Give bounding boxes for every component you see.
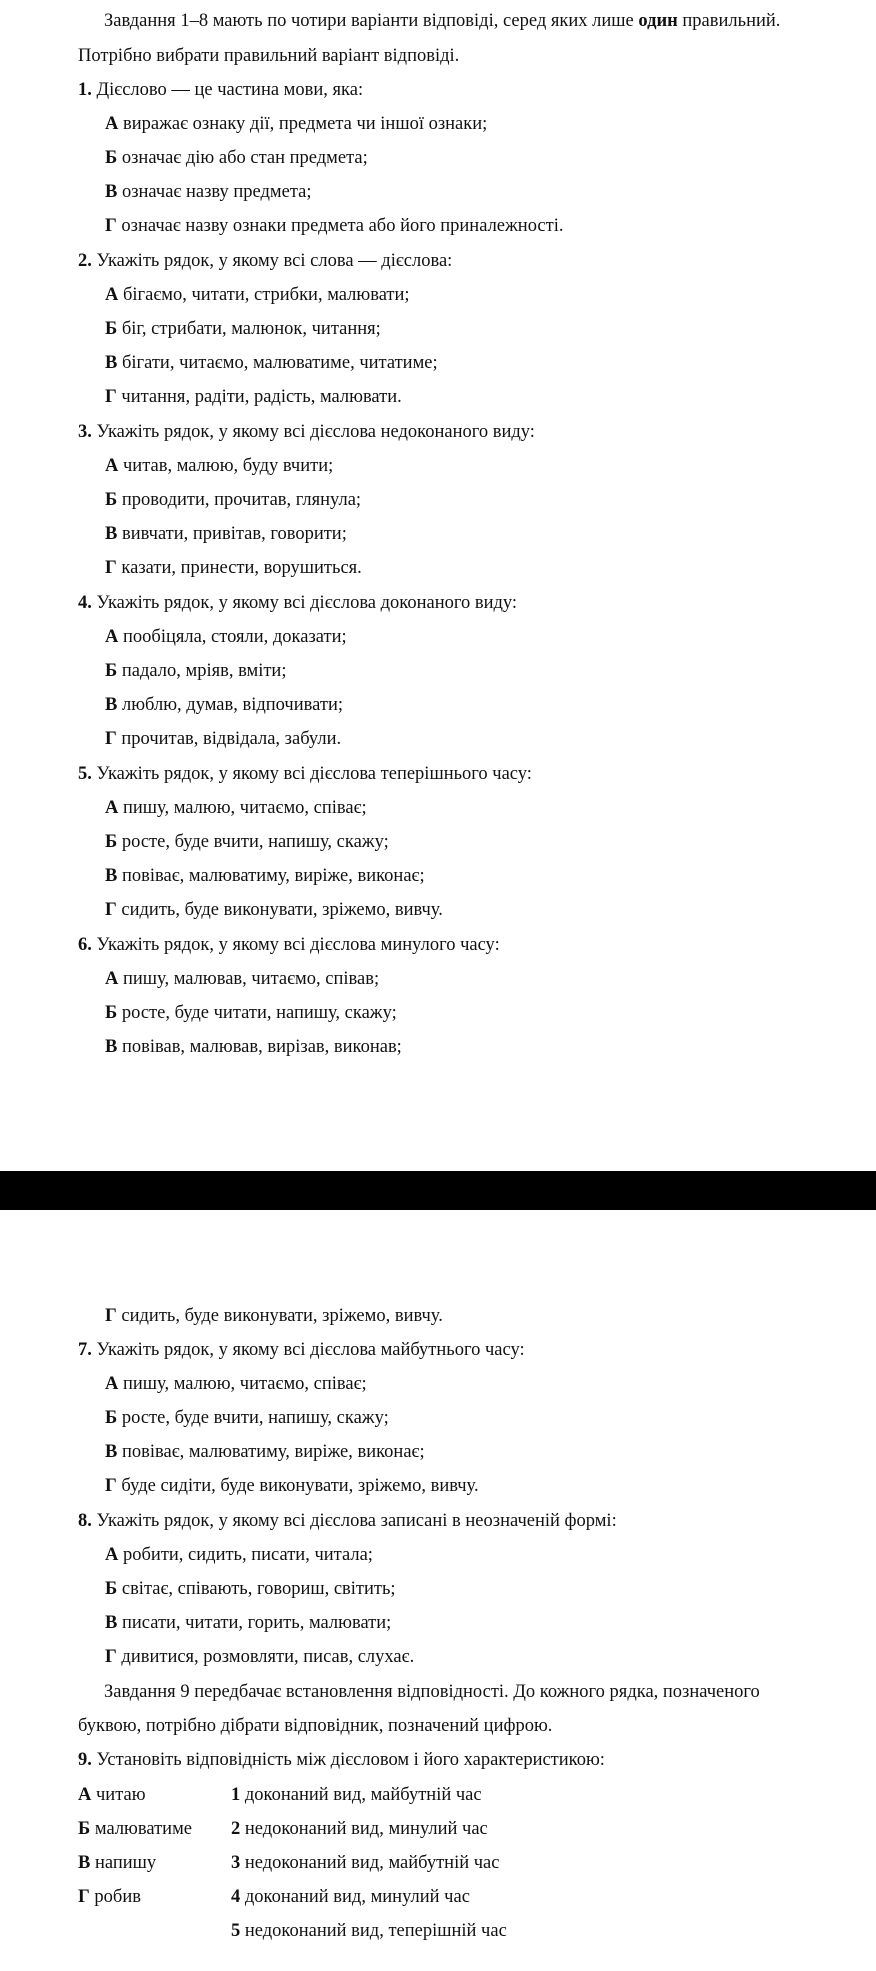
option-text: сидить, буде виконувати, зріжемо, вивчу. xyxy=(116,1306,443,1326)
option-b xyxy=(105,488,361,512)
option-a xyxy=(105,1372,367,1396)
question-text: Установіть відповідність між дієсловом і його характеристикою: xyxy=(91,1750,605,1770)
question-number: 5. xyxy=(78,764,92,784)
option-text: росте, буде читати, напишу, скажу; xyxy=(117,1003,397,1023)
option-letter: Г xyxy=(105,1306,117,1326)
option-b xyxy=(105,830,389,854)
instructions-text: Завдання 1–8 мають по чотири варіанти відповіді, серед яких лише xyxy=(104,11,639,31)
option-c xyxy=(105,864,425,888)
option-letter: Г xyxy=(105,1476,117,1496)
option-letter: В xyxy=(105,866,118,886)
task9-instructions-line-1: Завдання 9 передбачає встановлення відповідності. До кожного рядка, позначеного xyxy=(104,1682,760,1702)
instructions-bold-word: один xyxy=(638,11,678,31)
option-c xyxy=(105,522,347,546)
task9-instructions-line-2: буквою, потрібно дібрати відповідник, позначений цифрою. xyxy=(78,1716,553,1736)
question-1 xyxy=(78,78,363,102)
match-letter: Г xyxy=(78,1887,90,1907)
option-a xyxy=(105,625,347,649)
page-separator-bar xyxy=(0,1171,876,1210)
match-number: 2 xyxy=(231,1819,241,1839)
question-text: Дієслово — це частина мови, яка: xyxy=(91,80,364,100)
option-text: казати, принести, ворушиться. xyxy=(116,558,362,578)
question-number: 1. xyxy=(78,80,92,100)
option-d xyxy=(105,1474,479,1498)
option-letter: Г xyxy=(105,387,117,407)
match-number: 4 xyxy=(231,1887,241,1907)
question-text: Укажіть рядок, у якому всі дієслова недоконаного виду: xyxy=(91,422,535,442)
option-letter: Б xyxy=(105,319,118,339)
option-letter: Г xyxy=(105,1647,117,1667)
option-text: означає назву ознаки предмета або його приналежності. xyxy=(116,216,564,236)
option-text: вивчати, привітав, говорити; xyxy=(117,524,347,544)
match-characteristic: доконаний вид, минулий час xyxy=(240,1887,470,1907)
match-right-4 xyxy=(231,1885,470,1909)
option-letter: Б xyxy=(105,661,118,681)
match-letter: А xyxy=(78,1785,92,1805)
option-text: прочитав, відвідала, забули. xyxy=(116,729,342,749)
option-letter: Б xyxy=(105,148,118,168)
option-letter: А xyxy=(105,1374,119,1394)
match-characteristic: недоконаний вид, минулий час xyxy=(240,1819,488,1839)
option-text: падало, мріяв, вміти; xyxy=(117,661,287,681)
match-number: 3 xyxy=(231,1853,241,1873)
question-text: Укажіть рядок, у якому всі слова — дієслова: xyxy=(91,251,453,271)
match-characteristic: доконаний вид, майбутній час xyxy=(240,1785,482,1805)
option-d xyxy=(105,214,563,238)
match-left-d xyxy=(78,1885,141,1909)
question-number: 9. xyxy=(78,1750,92,1770)
question-text: Укажіть рядок, у якому всі дієслова записані в неозначеній формі: xyxy=(91,1511,617,1531)
option-text: повіває, малюватиму, виріже, виконає; xyxy=(117,866,425,886)
option-a xyxy=(105,454,333,478)
option-text: повіває, малюватиму, виріже, виконає; xyxy=(117,1442,425,1462)
option-text: пишу, малював, читаємо, співав; xyxy=(118,969,380,989)
question-number: 3. xyxy=(78,422,92,442)
option-text: писати, читати, горить, малювати; xyxy=(117,1613,392,1633)
option-letter: А xyxy=(105,798,119,818)
question-2 xyxy=(78,249,452,273)
option-letter: В xyxy=(105,182,118,202)
option-a xyxy=(105,112,487,136)
option-letter: Б xyxy=(105,1003,118,1023)
question-text: Укажіть рядок, у якому всі дієслова майбутнього часу: xyxy=(91,1340,525,1360)
option-letter: В xyxy=(105,524,118,544)
option-text: пишу, малюю, читаємо, співає; xyxy=(118,798,367,818)
match-word: робив xyxy=(89,1887,141,1907)
match-letter: В xyxy=(78,1853,91,1873)
option-text: росте, буде вчити, напишу, скажу; xyxy=(117,832,389,852)
question-7 xyxy=(78,1338,525,1362)
option-letter: А xyxy=(105,285,119,305)
match-right-3 xyxy=(231,1851,499,1875)
option-a xyxy=(105,967,379,991)
option-text: читання, радіти, радість, малювати. xyxy=(116,387,402,407)
option-text: росте, буде вчити, напишу, скажу; xyxy=(117,1408,389,1428)
option-text: означає назву предмета; xyxy=(117,182,312,202)
match-number: 5 xyxy=(231,1921,241,1941)
option-a xyxy=(105,796,367,820)
option-b xyxy=(105,1001,397,1025)
option-text: означає дію або стан предмета; xyxy=(117,148,368,168)
option-c xyxy=(105,351,438,375)
instructions-text: правильний. xyxy=(677,11,781,31)
option-c xyxy=(105,1035,402,1059)
match-word: читаю xyxy=(91,1785,146,1805)
option-text: читав, малюю, буду вчити; xyxy=(118,456,334,476)
option-letter: В xyxy=(105,353,118,373)
instructions-line-1 xyxy=(104,9,780,33)
match-characteristic: недоконаний вид, теперішній час xyxy=(240,1921,507,1941)
option-letter: В xyxy=(105,1037,118,1057)
option-letter: А xyxy=(105,1545,119,1565)
option-letter: А xyxy=(105,114,119,134)
option-text: біг, стрибати, малюнок, читання; xyxy=(117,319,381,339)
option-letter: Б xyxy=(105,832,118,852)
option-a xyxy=(105,283,410,307)
option-text: пишу, малюю, читаємо, співає; xyxy=(118,1374,367,1394)
option-text: бігати, читаємо, малюватиме, читатиме; xyxy=(117,353,438,373)
option-letter: Г xyxy=(105,216,117,236)
option-letter: Г xyxy=(105,558,117,578)
option-a xyxy=(105,1543,373,1567)
option-letter: Б xyxy=(105,1408,118,1428)
option-c xyxy=(105,693,343,717)
option-text: робити, сидить, писати, читала; xyxy=(118,1545,373,1565)
match-left-b xyxy=(78,1817,192,1841)
option-d xyxy=(105,1304,443,1328)
option-d xyxy=(105,898,443,922)
question-text: Укажіть рядок, у якому всі дієслова минулого часу: xyxy=(91,935,500,955)
option-letter: Б xyxy=(105,1579,118,1599)
match-word: малюватиме xyxy=(90,1819,192,1839)
question-3 xyxy=(78,420,535,444)
option-c xyxy=(105,1440,425,1464)
option-text: буде сидіти, буде виконувати, зріжемо, вивчу. xyxy=(116,1476,479,1496)
option-text: люблю, думав, відпочивати; xyxy=(117,695,343,715)
match-number: 1 xyxy=(231,1785,241,1805)
option-letter: А xyxy=(105,969,119,989)
option-text: сидить, буде виконувати, зріжемо, вивчу. xyxy=(116,900,443,920)
option-d xyxy=(105,727,341,751)
instructions-line-2: Потрібно вибрати правильний варіант відповіді. xyxy=(78,46,460,66)
option-letter: А xyxy=(105,627,119,647)
option-letter: Г xyxy=(105,729,117,749)
option-text: проводити, прочитав, глянула; xyxy=(117,490,362,510)
question-8 xyxy=(78,1509,617,1533)
question-number: 8. xyxy=(78,1511,92,1531)
option-text: повівав, малював, вирізав, виконав; xyxy=(117,1037,402,1057)
option-text: світає, співають, говориш, світить; xyxy=(117,1579,396,1599)
option-b xyxy=(105,146,368,170)
question-number: 4. xyxy=(78,593,92,613)
question-text: Укажіть рядок, у якому всі дієслова теперішнього часу: xyxy=(91,764,532,784)
option-letter: В xyxy=(105,695,118,715)
question-text: Укажіть рядок, у якому всі дієслова доконаного виду: xyxy=(91,593,518,613)
option-b xyxy=(105,1577,396,1601)
option-letter: Г xyxy=(105,900,117,920)
question-9 xyxy=(78,1748,605,1772)
match-word: напишу xyxy=(90,1853,157,1873)
option-text: пообіцяла, стояли, доказати; xyxy=(118,627,347,647)
match-characteristic: недоконаний вид, майбутній час xyxy=(240,1853,500,1873)
option-b xyxy=(105,317,381,341)
option-c xyxy=(105,1611,391,1635)
option-letter: В xyxy=(105,1613,118,1633)
option-text: виражає ознаку дії, предмета чи іншої ознаки; xyxy=(118,114,488,134)
question-5 xyxy=(78,762,532,786)
option-text: дивитися, розмовляти, писав, слухає. xyxy=(116,1647,415,1667)
question-number: 6. xyxy=(78,935,92,955)
option-letter: А xyxy=(105,456,119,476)
option-d xyxy=(105,385,402,409)
option-d xyxy=(105,556,362,580)
option-b xyxy=(105,659,286,683)
match-left-c xyxy=(78,1851,156,1875)
match-right-2 xyxy=(231,1817,488,1841)
match-right-1 xyxy=(231,1783,482,1807)
option-text: бігаємо, читати, стрибки, малювати; xyxy=(118,285,410,305)
question-number: 7. xyxy=(78,1340,92,1360)
option-d xyxy=(105,1645,414,1669)
question-number: 2. xyxy=(78,251,92,271)
question-6 xyxy=(78,933,500,957)
option-b xyxy=(105,1406,389,1430)
option-c xyxy=(105,180,312,204)
match-right-5 xyxy=(231,1919,507,1943)
option-letter: Б xyxy=(105,490,118,510)
option-letter: В xyxy=(105,1442,118,1462)
match-letter: Б xyxy=(78,1819,91,1839)
question-4 xyxy=(78,591,517,615)
match-left-a xyxy=(78,1783,146,1807)
